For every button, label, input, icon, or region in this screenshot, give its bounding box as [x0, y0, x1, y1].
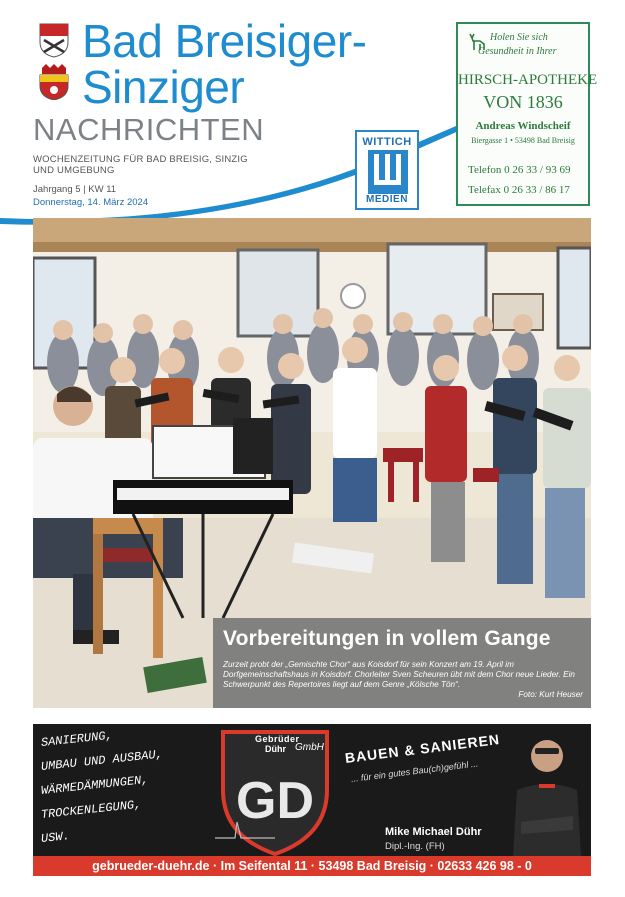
ad-service-item: USW. [40, 829, 71, 846]
pharmacy-slogan-line-2: Gesundheit in Ihrer [478, 46, 557, 57]
ad-service-item: SANIERUNG, [40, 728, 114, 750]
company-initials: GD [236, 772, 314, 830]
company-name-top: Gebrüder [255, 734, 300, 744]
company-name-mid: Dühr [265, 744, 286, 754]
cover-caption: Zurzeit probt der „Gemischte Chor“ aus Koisdorf für sein Konzert am 19. April im Dorfgemeinschaftshaus in Koisdorf. Chorleiter Sven Scheuren übt mit dem Chor neue Lieder. Ein Schwerpunkt des Repertoires liegt auf dem Genre „Kölsche Tön“. [223, 660, 575, 689]
ad-contact-bar: gebrueder-duehr.de · Im Seifental 11 · 53498 Bad Breisig · 02633 426 98 - 0 [33, 856, 591, 876]
contact-person-photo [503, 726, 591, 856]
pharmacy-name: HIRSCH-APOTHEKE [458, 72, 598, 88]
town-crest-icon [38, 22, 70, 58]
ad-service-item: WÄRMEDÄMMUNGEN, [40, 772, 150, 798]
pharmacy-since: VON 1836 [483, 92, 563, 112]
newspaper-description: WOCHENZEITUNG FÜR BAD BREISIG, SINZIG UND UMGEBUNG [33, 154, 248, 176]
publisher-mark-icon [368, 150, 408, 194]
contact-person-title: Dipl.-Ing. (FH) [385, 841, 445, 852]
ad-service-item: TROCKENLEGUNG, [40, 797, 143, 822]
publisher-logo [355, 130, 419, 210]
masthead-subtitle-nachrichten: NACHRICHTEN [33, 112, 265, 147]
pharmacy-address: Biergasse 1 • 53498 Bad Breisig [471, 136, 575, 145]
construction-ad [33, 724, 591, 876]
pharmacy-fax: Telefax 0 26 33 / 86 17 [468, 184, 570, 196]
pharmacy-ad [456, 22, 598, 206]
city-crest-icon [38, 64, 70, 100]
contact-person-name: Mike Michael Dühr [385, 826, 482, 838]
issue-date: Donnerstag, 14. März 2024 [33, 197, 149, 208]
pharmacy-owner: Andreas Windscheif [475, 120, 571, 132]
photo-credit: Foto: Kurt Heuser [518, 690, 583, 699]
masthead-title-line-2: Sinziger [82, 61, 245, 113]
cover-caption-box [213, 618, 591, 708]
publisher-name-top: WITTICH [362, 136, 412, 148]
pharmacy-slogan-line-1: Holen Sie sich [490, 32, 548, 43]
pharmacy-phone: Telefon 0 26 33 / 93 69 [468, 164, 571, 176]
edition-info: Jahrgang 5 | KW 11 [33, 184, 117, 195]
ad-tagline: ... für ein gutes Bau(ch)gefühl ... [350, 758, 479, 784]
company-legal-form: GmbH [295, 742, 324, 753]
masthead-title-line-1: Bad Breisiger- [82, 15, 367, 67]
ad-headline: BAUEN & SANIEREN [344, 731, 501, 766]
publisher-name-bottom: MEDIEN [366, 194, 408, 205]
ad-service-item: UMBAU UND AUSBAU, [40, 747, 164, 774]
cover-headline: Vorbereitungen in vollem Gange [223, 627, 551, 650]
